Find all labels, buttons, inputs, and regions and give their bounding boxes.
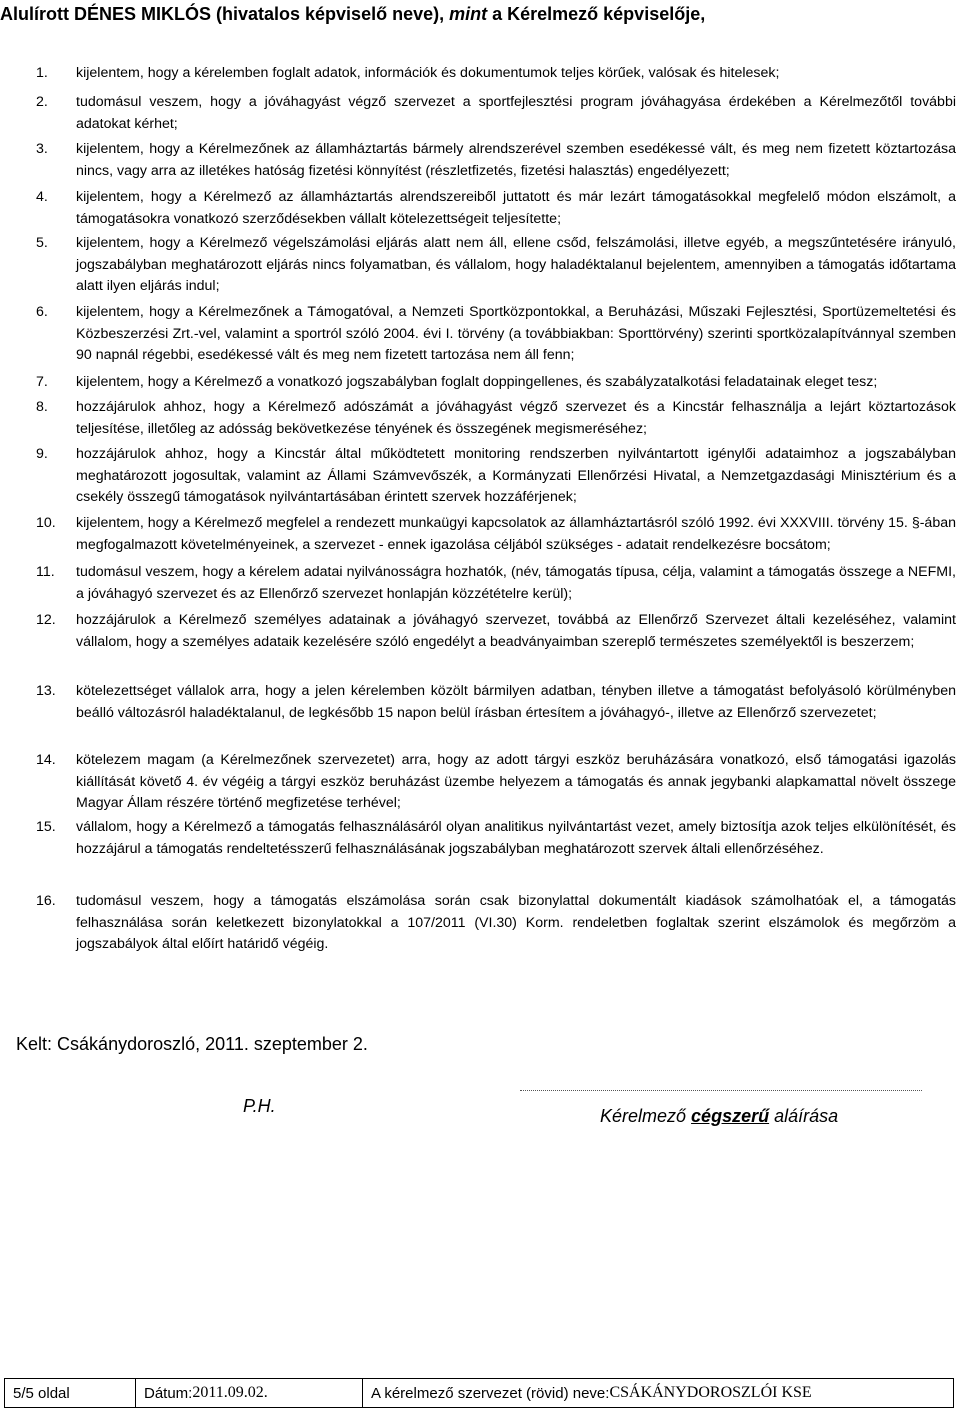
- item-number: 3.: [36, 141, 48, 157]
- item-text: kijelentem, hogy a Kérelmezőnek az államháztartás bármely alrendszerével szemben esedékessé vált, és meg nem fizetett köztartozása nincs, vagy arra az illetékes hatóság fizetési könnyítést (részletfizetés, fizetési halasztás) engedélyezett;: [76, 141, 956, 179]
- kelt-value: Csákánydoroszló, 2011. szeptember 2.: [57, 1034, 368, 1054]
- item-text: hozzájárulok a Kérelmező személyes adatainak a jóváhagyó szervezet, továbbá az Ellenőrző Szervezet általi kezeléséhez, valamint vállalom, hogy a személyes adataik kezelésére szóló engedélyt a beadványaimban szereplő természetes személyektől is beszerzem;: [76, 612, 956, 650]
- item-text: hozzájárulok ahhoz, hogy a Kérelmező adószámát a jóváhagyást végző szervezet és a Kincstár felhasználja a lejárt köztartozások teljesítése, illetőleg az adósság bekövetkezése tényének és összegének megismeréséhez;: [76, 399, 956, 437]
- item-number: 15.: [36, 819, 56, 835]
- page-number: 5/5 oldal: [13, 1384, 70, 1402]
- footer-org: [363, 1379, 953, 1407]
- item-number: 4.: [36, 189, 48, 205]
- title-mint: mint: [449, 4, 488, 24]
- signature-line: [520, 1090, 922, 1091]
- page-title: [0, 4, 960, 25]
- item-text: tudomásul veszem, hogy a támogatás elszámolása során csak bizonylattal dokumentált kiadások számolhatóak el, a támogatás felhasználása során keletkezett bizonylatokkal a 107/2011 (VI.30) Korm. rendeletben foglaltak szerint elszámolok és megőrzöm a jogszabályok által előírt határidő végéig.: [76, 893, 956, 952]
- item-text: tudomásul veszem, hogy a kérelem adatai nyilvánosságra hozhatók, (név, támogatás típusa, célja, valamint a támogatás összege a NEFMI, a jóváhagyó szervezet és az Ellenőrző szervezet honlapján közzétételre kerül);: [76, 564, 956, 602]
- item-number: 1.: [36, 65, 48, 81]
- item-text: kijelentem, hogy a Kérelmező megfelel a rendezett munkaügyi kapcsolatok az államháztartásról szóló 1992. évi XXXVIII. törvény 15. §-ában megfogalmazott követelményeinek, a szervezet - ennek igazolása céljából szükséges - adatait rendelkezésre bocsátom;: [76, 515, 956, 553]
- item-number: 8.: [36, 399, 48, 415]
- item-number: 16.: [36, 893, 56, 909]
- signature-caption: [600, 1106, 838, 1127]
- date-value: 2011.09.02.: [192, 1384, 268, 1401]
- item-number: 2.: [36, 94, 48, 110]
- item-number: 12.: [36, 612, 56, 628]
- item-text: vállalom, hogy a Kérelmező a támogatás felhasználásáról olyan analitikus nyilvántartást vezet, amely biztosítja azok teljes elkülönítését, és hozzájárul a támogatás rendeltetésszerű felhasználásának jogszabályban meghatározott szervek általi ellenőrzéséhez.: [76, 819, 956, 857]
- item-text: kijelentem, hogy a kérelemben foglalt adatok, információk és dokumentumok teljes körűek, valósak és hitelesek;: [76, 65, 780, 81]
- item-number: 11.: [36, 564, 55, 580]
- item-number: 5.: [36, 235, 48, 251]
- signature-part2: aláírása: [769, 1106, 839, 1126]
- item-number: 9.: [36, 446, 48, 462]
- signature-bold: cégszerű: [691, 1106, 770, 1126]
- kelt-label: Kelt:: [16, 1034, 53, 1054]
- item-text: hozzájárulok ahhoz, hogy a Kincstár által működtetett monitoring rendszerben nyilvántartott igénylői adataimhoz a jogszabályban meghatározott jogosultak, valamint az Állami Számvevőszék, a Kormányzati Ellenőrzési Hivatal, a Nemzetgazdasági Minisztérium és a csekély összegű támogatások nyilvántartásában érintett szervek hozzáférjenek;: [76, 446, 956, 505]
- footer-page: [5, 1379, 136, 1407]
- footer-table: [4, 1378, 954, 1408]
- item-number: 10.: [36, 515, 56, 531]
- item-text: kötelezettséget vállalok arra, hogy a jelen kérelemben közölt bármilyen adatban, tényben illetve a támogatást befolyásoló körülményben beálló változásról haladéktalanul, de legkésőbb 15 napon belül írásban értesítem a jóváhagyó-, illetve az Ellenőrző szervezetet;: [76, 683, 956, 721]
- item-text: tudomásul veszem, hogy a jóváhagyást végző szervezet a sportfejlesztési program jóváhagyása érdekében a Kérelmezőtől további adatokat kérhet;: [76, 94, 956, 132]
- org-value: CSÁKÁNYDOROSZLÓI KSE: [609, 1384, 812, 1401]
- date-place-line: [16, 1034, 368, 1055]
- signature-part1: Kérelmező: [600, 1106, 692, 1126]
- title-part1: Alulírott DÉNES MIKLÓS (hivatalos képviselő neve),: [0, 4, 450, 24]
- item-text: kijelentem, hogy a Kérelmező a vonatkozó jogszabályban foglalt doppingellenes, és szabályzatalkotási feladatainak eleget tesz;: [76, 374, 878, 390]
- item-text: kijelentem, hogy a Kérelmező az államháztartás alrendszereiből juttatott és már lezárt támogatásokkal megfelelő módon elszámolt, a támogatásokra vonatkozó szerződésekben vállalt kötelezettségeit teljesítette;: [76, 189, 956, 227]
- item-text: kijelentem, hogy a Kérelmezőnek a Támogatóval, a Nemzeti Sportközpontokkal, a Beruházási, Műszaki Fejlesztési, Sportüzemeltetési és Közbeszerzési Zrt.-vel, valamint a sportról szóló 2004. évi I. törvény (a továbbiakban: Sporttörvény) szerinti sportközalapítvánnyal szemben 90 napnál régebbi, esedékessé vált és meg nem fizetett tartozása nem áll fenn;: [76, 304, 956, 363]
- item-text: kijelentem, hogy a Kérelmező végelszámolási eljárás alatt nem áll, ellene csőd, felszámolási, illetve egyéb, a megszűntetésére irányuló, jogszabályban meghatározott eljárás nincs folyamatban, és vállalom, hogy haladéktalanul bejelentem, amennyiben a támogatás időtartama alatt ilyen eljárás indul;: [76, 235, 956, 294]
- item-number: 6.: [36, 304, 48, 320]
- footer-date: [136, 1379, 363, 1407]
- item-number: 14.: [36, 752, 56, 768]
- item-number: 7.: [36, 374, 48, 390]
- item-number: 13.: [36, 683, 56, 699]
- item-text: kötelezem magam (a Kérelmezőnek szervezetet) arra, hogy az adott tárgyi eszköz beruházására vonatkozó, első támogatási igazolás kiállítását követő 4. év végéig a tárgyi eszköz beruházást üzembe helyezem a támogatás és annak jegybanki alapkamattal növelt összege Magyar Állam részére történő megfizetése terhével;: [76, 752, 956, 811]
- date-label: Dátum:: [144, 1384, 193, 1402]
- title-part2: a Kérelmező képviselője,: [487, 4, 706, 24]
- stamp-label: P.H.: [243, 1096, 276, 1116]
- org-label: A kérelmező szervezet (rövid) neve:: [371, 1384, 610, 1402]
